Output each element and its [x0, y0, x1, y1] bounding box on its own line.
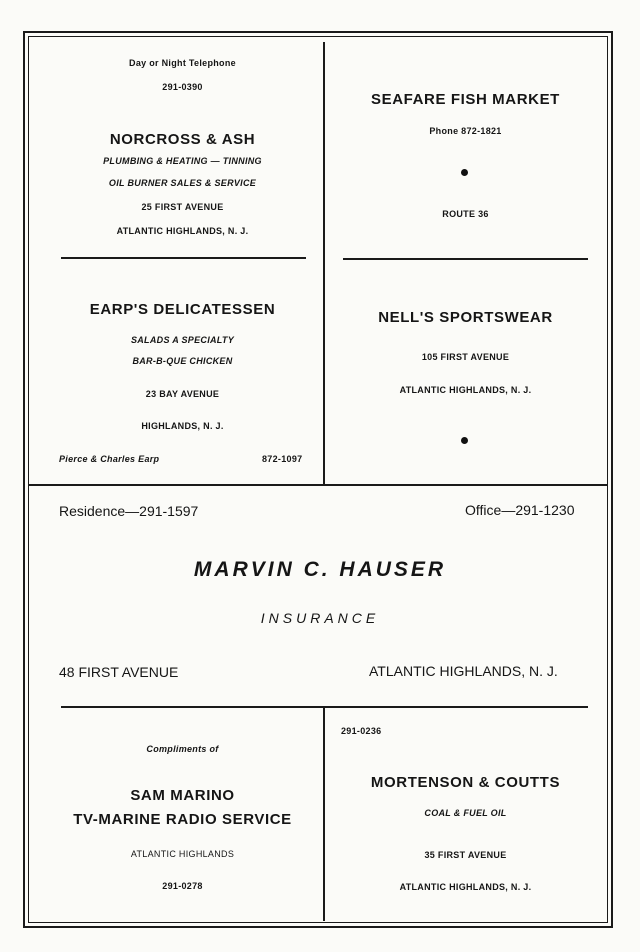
city-state: HIGHLANDS, N. J. [141, 421, 224, 431]
phone-number: 291-0236 [341, 726, 382, 736]
bullet-dot [461, 437, 468, 444]
city-state: ATLANTIC HIGHLANDS, N. J. [369, 663, 558, 679]
service-line: OIL BURNER SALES & SERVICE [108, 178, 257, 188]
divider-top-right [343, 258, 588, 260]
city-state: ATLANTIC HIGHLANDS, N. J. [399, 385, 532, 395]
city-state: ATLANTIC HIGHLANDS [130, 849, 235, 859]
business-name: MORTENSON & COUTTS [370, 774, 561, 791]
agent-name: MARVIN C. HAUSER [193, 558, 447, 581]
street-address: 25 FIRST AVENUE [141, 202, 224, 212]
residence-phone: Residence—291-1597 [59, 503, 199, 519]
owners: Pierce & Charles Earp [59, 454, 160, 464]
phone-number: 291-0278 [162, 881, 203, 891]
phone-number: Phone 872-1821 [429, 126, 502, 136]
business-name: NORCROSS & ASH [109, 131, 256, 148]
product-line: COAL & FUEL OIL [424, 808, 507, 818]
street-address: 23 BAY AVENUE [145, 389, 220, 399]
business-name: SAM MARINO [130, 787, 235, 804]
divider-top-left [61, 257, 306, 259]
business-name-line2: TV-MARINE RADIO SERVICE [73, 811, 292, 828]
business-name: SEAFARE FISH MARKET [371, 91, 560, 108]
specialty-line: BAR-B-QUE CHICKEN [132, 356, 233, 366]
business-name: EARP'S DELICATESSEN [89, 301, 276, 318]
street-address: 35 FIRST AVENUE [424, 850, 507, 860]
compliments-line: Compliments of [146, 744, 219, 754]
business-type: INSURANCE [260, 610, 380, 626]
office-phone: Office—291-1230 [465, 502, 575, 518]
phone-label: Day or Night Telephone [129, 58, 236, 68]
service-line: PLUMBING & HEATING — TINNING [103, 156, 262, 166]
street-address: 48 FIRST AVENUE [59, 664, 179, 680]
divider-hauser-top [28, 484, 608, 486]
divider-top-vertical [323, 42, 325, 486]
street-address: 105 FIRST AVENUE [421, 352, 510, 362]
city-state: ATLANTIC HIGHLANDS, N. J. [399, 882, 532, 892]
city-state: ATLANTIC HIGHLANDS, N. J. [116, 226, 249, 236]
phone-number: 872-1097 [262, 454, 303, 464]
divider-bottom-vertical [323, 707, 325, 921]
bullet-dot [461, 169, 468, 176]
route: ROUTE 36 [442, 209, 489, 219]
phone-number: 291-0390 [162, 82, 203, 92]
specialty-line: SALADS A SPECIALTY [130, 335, 235, 345]
business-name: NELL'S SPORTSWEAR [378, 309, 553, 326]
